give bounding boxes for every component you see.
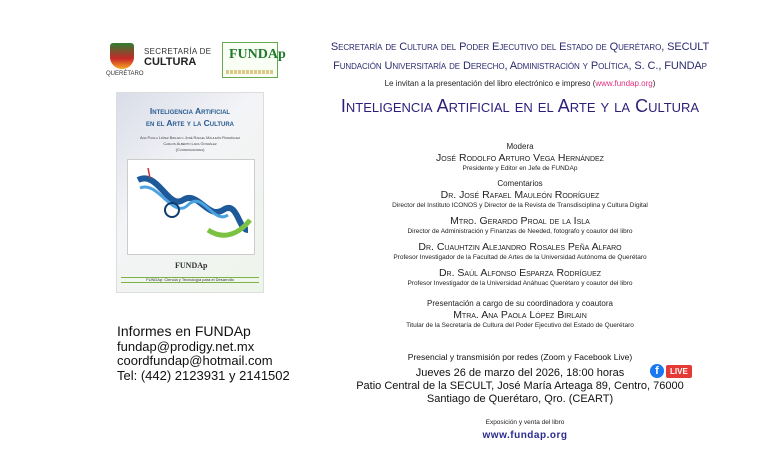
organizers: [300, 38, 740, 76]
website-link[interactable]: www.fundap.org: [482, 430, 568, 441]
logo-state: QUERÉTARO: [106, 71, 144, 77]
invite-text: Le invitan a la presentación del libro electrónico e impreso (: [384, 79, 596, 88]
commentator-name: Dr. José Rafael Mauleón Rodríguez: [440, 189, 600, 201]
logo-line2: CULTURA: [144, 56, 197, 68]
invitation-text: [300, 79, 740, 88]
commentator-desc: Director de Administración y Finanzas de Needed, fotografo y coautor del libro: [407, 228, 633, 235]
commentator-name: Dr. Saúl Alfonso Esparza Rodríguez: [438, 267, 602, 279]
event-details: [320, 352, 720, 406]
cover-authors-line2: Carlos Alberto Lara González: [163, 141, 217, 146]
book-title: Inteligencia Artificial en el Arte y la Cultura: [340, 96, 700, 116]
facebook-live-badge: [650, 364, 692, 378]
event-place-1: Patio Central de la SECULT, José María Arteaga 89, Centro, 76000: [356, 380, 684, 392]
contact-email-1[interactable]: fundap@prodigy.net.mx: [117, 338, 255, 354]
program: [300, 141, 740, 330]
live-badge: LIVE: [666, 365, 692, 378]
contact-phone: Tel: (442) 2123931 y 2141502: [117, 367, 290, 383]
fundap-logo: [222, 42, 286, 78]
organizer-fundap: Fundación Universitaría de Derecho, Administración y Política, S. C., FUNDAp: [333, 60, 707, 72]
cover-publisher: FUNDAp: [175, 261, 208, 270]
invite-link[interactable]: www.fundap.org: [595, 79, 653, 88]
invite-close: ): [652, 79, 656, 88]
logo-line1: SECRETARÍA DE: [144, 47, 212, 56]
cover-title-line1: Inteligencia Artificial: [149, 106, 231, 116]
commentator-desc: Director del Instituto ICONOS y Director de la Revista de Transdisciplina y Cultura Digital: [392, 202, 648, 209]
moderator-name: José Rodolfo Arturo Vega Hernández: [436, 152, 604, 164]
cover-title: [117, 105, 263, 129]
facebook-icon: f: [650, 364, 664, 378]
cover-authors-line3: (Coordinadores): [175, 147, 205, 152]
contact-info: [117, 324, 317, 383]
cover-title-line2: en el Arte y la Cultura: [146, 118, 234, 128]
cover-authors-line1: Ana Paola López Birlain • José Rafael Mauleón Rodríguez: [140, 135, 240, 140]
organizer-secult: Secretaría de Cultura del Poder Ejecutivo del Estado de Querétaro, SECULT: [330, 41, 710, 53]
moderator-desc: Presidente y Editor en Jefe de FUNDAp: [462, 165, 578, 172]
expo-text: Exposición y venta del libro: [485, 419, 565, 426]
book-cover: [116, 92, 264, 293]
fundap-logo-text: FUNDAp: [229, 47, 286, 62]
queretaro-shield-icon: [110, 43, 134, 69]
secretaria-cultura-logo: [106, 41, 212, 81]
event-place-2: Santiago de Querétaro, Qro. (CEART): [426, 393, 614, 405]
commentator-name: Dr. Cuauhtzin Alejandro Rosales Peña Alfaro: [418, 241, 622, 253]
commentator-desc: Profesor Investigador de la Universidad Anáhuac Querétaro y coautor del libro: [407, 280, 633, 287]
commentator-name: Mtro. Gerardo Proal de la Isla: [450, 215, 590, 227]
cover-authors: [117, 135, 263, 153]
fundap-logo-subtitle: [226, 70, 274, 74]
presenter-desc: Titular de la Secretaría de Cultura del Poder Ejecutivo del Estado de Querétaro: [406, 322, 634, 329]
comments-label: Comentarios: [497, 179, 543, 188]
event-mode: Presencial y transmisión por redes (Zoom y Facebook Live): [407, 352, 633, 362]
event-date: Jueves 26 de marzo del 2026, 18:00 horas: [415, 367, 625, 379]
moderator-label: Modera: [506, 142, 534, 151]
presenter-label: Presentación a cargo de su coordinadora y coautora: [427, 299, 613, 308]
presenter-name: Mtra. Ana Paola López Birlain: [453, 309, 587, 321]
contact-heading: Informes en FUNDAp: [117, 323, 251, 339]
cover-tagline: FUNDAp: Ciencia y Tecnología para el Desarrollo: [121, 277, 259, 283]
cover-artwork: [127, 159, 255, 255]
commentator-desc: Profesor Investigador de la Facultad de Artes de la Universidad Autónoma de Querétaro: [393, 254, 647, 261]
contact-email-2[interactable]: coordfundap@hotmail.com: [117, 353, 273, 368]
